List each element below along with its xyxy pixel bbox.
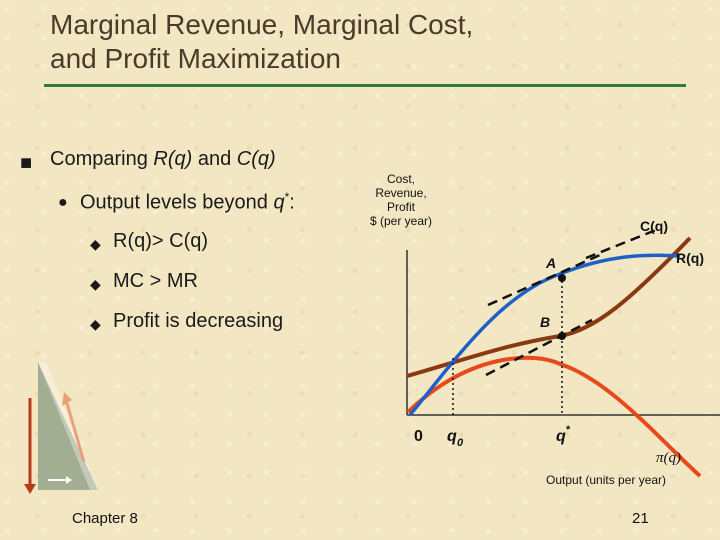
point-b-marker: [558, 332, 566, 340]
bullet-square-icon: ■: [20, 152, 33, 174]
y-axis-label-line-2: Revenue,: [375, 186, 427, 200]
origin-label: 0: [414, 428, 423, 445]
slide-title-line-2: and Profit Maximization: [50, 43, 342, 74]
bullet-comparing-and: and: [192, 148, 237, 170]
bullet-diamond-icon: ◆: [90, 316, 101, 332]
cost-curve-label: C(q): [640, 218, 668, 234]
bullet-profit-decreasing: Profit is decreasing: [113, 310, 284, 332]
bullet-revenue-gt-cost: R(q)> C(q): [113, 230, 209, 252]
revenue-curve: [410, 255, 680, 415]
q0-label: q: [447, 428, 457, 445]
bullet-comparing-prefix: Comparing: [50, 148, 154, 170]
y-axis-label-line-4: $ (per year): [369, 214, 433, 228]
point-a-label: A: [546, 255, 557, 271]
point-a-marker: [558, 274, 566, 282]
y-axis-label-line-1: Cost,: [386, 172, 415, 186]
footer-chapter: Chapter 8: [72, 510, 138, 527]
qstar-label: q: [556, 428, 566, 445]
bullet-output-levels-colon: :: [289, 191, 295, 214]
bullet-output-levels-star: *: [284, 190, 290, 204]
y-axis-label-line-3: Profit: [386, 200, 415, 214]
x-axis-label: Output (units per year): [546, 473, 667, 487]
qstar-superscript: *: [566, 424, 571, 436]
bullet-comparing-c: C(q): [236, 148, 276, 170]
bullet-comparing-r: R(q): [153, 148, 193, 170]
footer-page-number: 21: [632, 510, 649, 527]
q0-subscript: 0: [457, 437, 464, 449]
bullet-diamond-icon: ◆: [90, 236, 101, 252]
point-b-label: B: [540, 314, 551, 330]
bullet-mc-gt-mr: MC > MR: [113, 270, 198, 292]
profit-curve-label: π(q): [656, 450, 682, 466]
bullet-output-levels-q: q: [273, 191, 285, 214]
bullet-circle-icon: ●: [58, 194, 68, 211]
slide-title-line-1: Marginal Revenue, Marginal Cost,: [50, 9, 474, 40]
revenue-curve-label: R(q): [676, 250, 704, 266]
bullet-diamond-icon: ◆: [90, 276, 101, 292]
bullet-output-levels-text: Output levels beyond: [80, 191, 274, 214]
